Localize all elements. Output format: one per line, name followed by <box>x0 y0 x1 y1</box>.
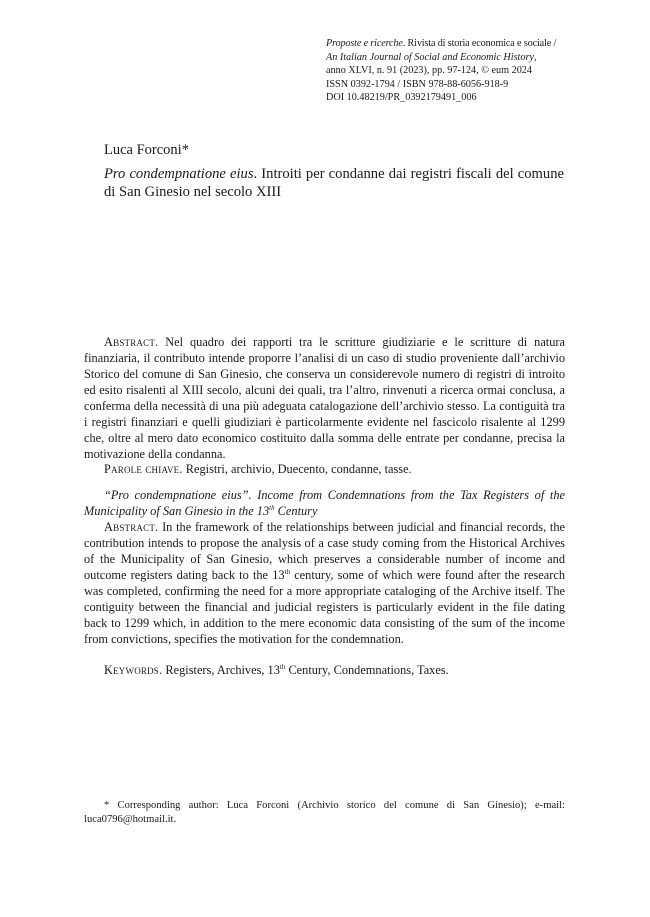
footnote: * Corresponding author: Luca Forconi (Archivio storico del comune di San Ginesio); e-mail: luca0796@hotmail.it. <box>84 800 565 825</box>
journal-doi: DOI 10.48219/PR_0392179491_006 <box>326 92 477 104</box>
author-name: Luca Forconi* <box>104 142 189 158</box>
paper-title <box>104 165 564 201</box>
english-title: “Pro condempnatione eius”. Income from Condemnations from the Tax Registers of the Municipality of San Ginesio in the 13th Century <box>84 488 565 518</box>
abstract-label-en: Abstract. <box>104 520 159 534</box>
keywords-text: Registri, archivio, Duecento, condanne, tasse. <box>182 462 412 476</box>
journal-info <box>326 37 566 105</box>
abstract-text: Nel quadro dei rapporti tra le scritture giudiziarie e le scritture di natura finanziaria, il contributo intende proporre l’analisi di un caso di studio proveniente dall’archivio Storico del comune di San Ginesio, che conserva un considerevole numero di registri di introito ed esito risalenti al XIII secolo, alcuni dei quali, tra l’altro, rinvenuti a ricerca ormai conclusa, a conferma della necessità di una più adeguata catalogazione dell’archivio stesso. La contiguità tra i registri finanziari e quelli giudiziari è particolarmente evidente nel fascicolo risalente al 1299 che, oltre al mero dato economico costituito dalla somma delle entrate per condanne, precisa la motivazione della condanna. <box>84 335 565 461</box>
journal-line-3: anno XLVI, n. 91 (2023), pp. 97-124, © eum 2024 <box>326 65 532 77</box>
title-italic: Pro condempnatione eius <box>104 166 254 182</box>
title-rest: . Introiti per condanne dai registri fiscali del comune di San Ginesio nel secolo XIII <box>104 166 564 200</box>
keywords-label: Parole chiave. <box>104 462 183 476</box>
journal-issn-isbn: ISSN 0392-1794 / ISBN 978-88-6056-918-9 <box>326 78 509 90</box>
journal-line-1: Proposte e ricerche. Rivista di storia economica e sociale / <box>326 38 557 49</box>
journal-name: Proposte e ricerche <box>326 38 403 49</box>
abstract-italian <box>84 334 565 462</box>
abstract-label: Abstract. <box>104 335 159 349</box>
keywords-label-en: Keywords. <box>104 663 163 677</box>
keywords-english: Keywords. Registers, Archives, 13th Century, Condemnations, Taxes. <box>104 662 449 677</box>
journal-line-2: An Italian Journal of Social and Economic History, <box>326 51 537 63</box>
abstract-english: Abstract. In the framework of the relationships between judicial and financial records, the contribution intends to propose the analysis of a case study coming from the Historical Archives of the Municipality of San Ginesio, which preserves a considerable number of income and outcome registers dating back to the 13th century, some of which were found after the research was completed, confirming the need for a more appropriate cataloging of the Archive itself. The contiguity between the financial and judicial registers is particularly evident in the file dating back to 1299 which, in addition to the mere economic data consisting of the sum of the income from convictions, specifies the motivation for the condemnation. <box>84 520 565 646</box>
keywords-italian <box>84 461 565 477</box>
